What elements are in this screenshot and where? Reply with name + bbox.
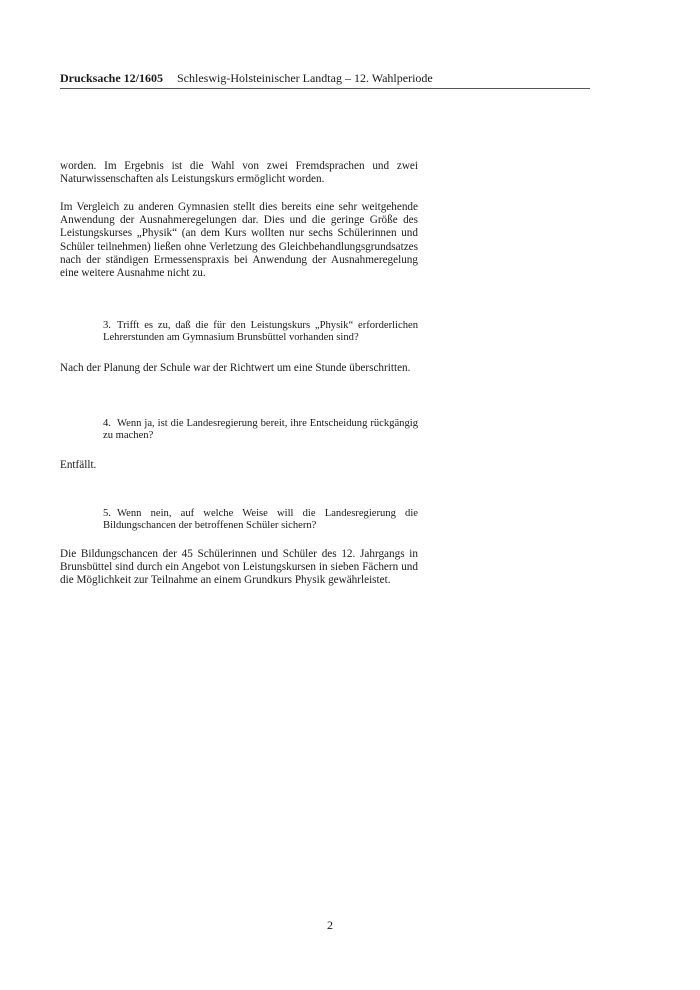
question-4-text: Wenn ja, ist die Landesregierung bereit, ihre Entscheidung rückgängig zu machen? [103, 418, 418, 442]
question-5-text: Wenn nein, auf welche Weise will die Landesregierung die Bildungschancen der betroffenen Schüler sichern? [103, 508, 418, 532]
header-rule [60, 88, 590, 89]
document-number: Drucksache 12/1605 [60, 71, 163, 85]
question-3-text: Trifft es zu, daß die für den Leistungskurs „Physik“ erforderlichen Lehrerstunden am Gymnasium Brunsbüttel vorhanden sind? [103, 320, 418, 344]
question-4 [103, 418, 418, 443]
answer-3: Nach der Planung der Schule war der Richtwert um eine Stunde überschritten. [60, 362, 411, 374]
paragraph-comparison: Im Vergleich zu anderen Gymnasien stellt dies bereits eine sehr weitgehende Anwendung der Ausnahmeregelungen dar. Dies und die geringe Größe des Leistungskurses „Physik“ (an dem Kurs wollten nur sechs Schülerinnen und Schüler teilnehmen) ließen ohne Verletzung des Gleichbehandlungsgrundsatzes nach der ständigen Ermessenspraxis bei Anwendung der Ausnahmeregelung eine weitere Ausnahme nicht zu. [60, 201, 418, 280]
question-3-number: 3. [103, 320, 111, 331]
question-4-number: 4. [103, 418, 111, 429]
answer-4: Entfällt. [60, 459, 97, 471]
question-5-number: 5. [103, 508, 111, 519]
page-header [60, 70, 590, 90]
page-number: 2 [327, 918, 333, 932]
paragraph-continuation: worden. Im Ergebnis ist die Wahl von zwei Fremdsprachen und zwei Naturwissenschaften als Leistungskurs ermöglicht worden. [60, 160, 418, 186]
document-title: Schleswig-Holsteinischer Landtag – 12. Wahlperiode [177, 71, 433, 85]
answer-5: Die Bildungschancen der 45 Schülerinnen und Schüler des 12. Jahrgangs in Brunsbüttel sind durch ein Angebot von Leistungskursen in sieben Fächern und die Möglichkeit zur Teilnahme an einem Grundkurs Physik gewährleistet. [60, 548, 418, 587]
question-5 [103, 508, 418, 533]
question-3 [103, 320, 418, 345]
